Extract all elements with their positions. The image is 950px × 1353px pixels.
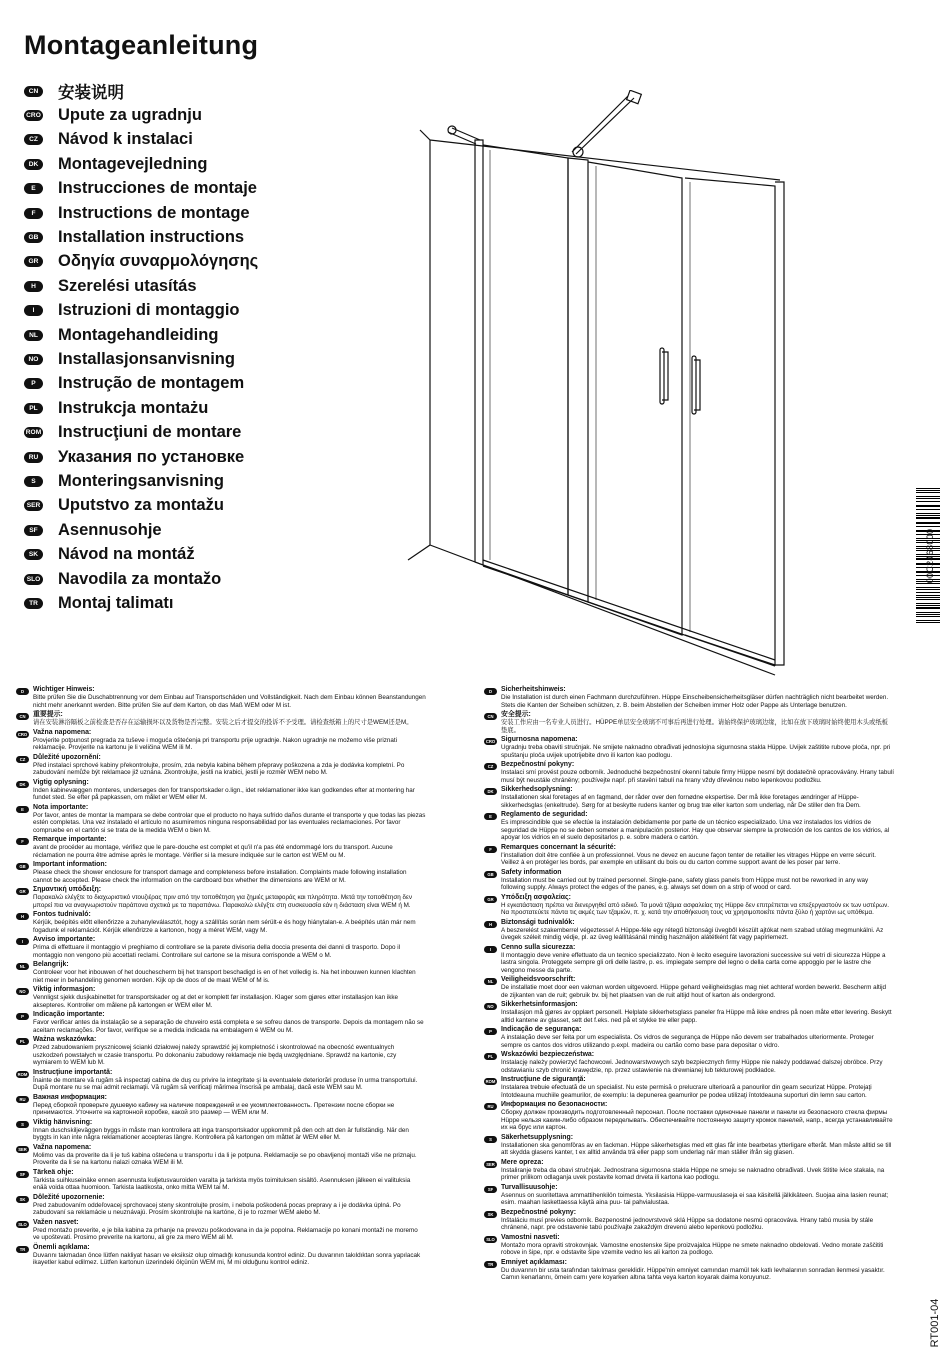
- language-list: [24, 79, 258, 616]
- note-language-badge: SER: [484, 1161, 497, 1168]
- notes-column-left: [16, 686, 426, 1269]
- note-item: [16, 1219, 426, 1242]
- note-heading: Önemli açıklama:: [33, 1243, 90, 1251]
- note-language-badge: F: [16, 838, 29, 845]
- note-language-badge: CRO: [17, 731, 28, 737]
- note-heading: 安全提示:: [501, 711, 531, 718]
- language-code-badge: RU: [24, 452, 43, 463]
- note-text: Instalarea trebuie efectuată de un specialist. Nu este permisă o prelucrare ulterioară a panourilor din geam securizat Hüppe. Protejaţi întotdeauna muchiile geamurilor, de exemplu: la depunerea geamurilor pe podea utilizaţi întotdeauna suporturi din lemn sau carton.: [501, 1084, 872, 1099]
- note-language-badge: E: [16, 806, 29, 813]
- language-item: [24, 250, 258, 274]
- note-item: [16, 686, 426, 709]
- note-language-badge: TR: [16, 1246, 29, 1253]
- note-language-badge: CZ: [484, 763, 497, 770]
- note-language-badge: CN: [16, 713, 29, 720]
- language-item: [24, 103, 258, 127]
- note-text: Παρακαλώ ελέγξτε το διαχωριστικό ντουζιέρας πριν από την τοποθέτηση για ζημιές μεταφοράς και πληρότητα. Μετά την τοποθέτηση δεν μπορεί πια να αναγνωριστούν παράπονα σχετικά με τα παραπάνω. Παρακαλώ ελέγξτε στη συσκευασία εάν η διάσταση είναι WEM ή M.: [33, 894, 413, 909]
- language-label: Montagevejledning: [58, 154, 208, 173]
- note-language-badge: CRO: [485, 739, 496, 744]
- note-language-badge: DK: [484, 788, 497, 795]
- language-item: [24, 299, 258, 323]
- language-item: [24, 542, 258, 566]
- note-language-badge: SK: [16, 1196, 29, 1203]
- note-heading: Važna napomena:: [33, 1143, 92, 1151]
- note-heading: Sigurnosna napomena:: [501, 736, 578, 743]
- note-item: [16, 911, 426, 934]
- note-language-badge: NO: [484, 1003, 497, 1010]
- note-item: [16, 779, 426, 802]
- language-label: Návod na montáž: [58, 545, 195, 564]
- note-language-badge: CN: [484, 713, 497, 720]
- note-language-badge: PL: [484, 1053, 497, 1060]
- note-language-badge: F: [484, 846, 497, 853]
- note-item: [484, 736, 894, 759]
- language-label: Monteringsanvisning: [58, 471, 224, 490]
- language-label: Οδηγία συναρμολόγησης: [58, 252, 259, 271]
- note-item: [484, 1184, 894, 1207]
- language-code-badge: ROM: [25, 429, 42, 437]
- note-heading: Avviso importante:: [33, 936, 96, 943]
- note-text: Du duvarının bir usta tarafından takılması gereklidir. Hüppe'nin emniyet camından mamül tek katlı levhalarının sonradan ilenmesi yasaktır. Camın kenarlarını, ömein camı yere koyarken altına tahta veya karton koyarak daima koruyunuz.: [501, 1266, 885, 1281]
- note-item: [484, 786, 894, 809]
- language-label: Montaj talimatı: [58, 593, 174, 612]
- note-text: 请在安装淋浴隔板之前检查是否存在运输损坏以及货物是否完整。安装之后才提交的投诉不予受理。请检查纸箱上的尺寸是WEM还是M。: [33, 719, 413, 726]
- note-text: Vennligst sjekk dusjkabinettet for transportskader og at det er komplett før installasjon. Klager som gjøres etter installasjon kan ikke aksepteres. Kontroller om målene på kartongen er WEM eller M.: [33, 994, 399, 1009]
- language-code-badge: CN: [24, 86, 43, 97]
- note-heading: Important information:: [33, 861, 107, 868]
- language-item: [24, 225, 258, 249]
- note-item: [16, 754, 426, 777]
- note-item: [484, 1134, 894, 1157]
- language-label: Instrucţiuni de montare: [58, 423, 242, 442]
- note-language-badge: GB: [484, 871, 497, 878]
- note-text: Es imprescindible que se efectúe la instalación debidamente por parte de un técnico especializado. Una vez instalados los vidrios de seguridad de Hüppe no se deben someter a manipulación posterior. Hay que observar siempre la protección de los cantos de los vidrios, al apoyar los vidrios en el suelo depositarlos p. e. sobre madera o cartón.: [501, 819, 890, 841]
- note-heading: Důležité upozornění:: [33, 753, 101, 761]
- note-item: [16, 836, 426, 859]
- note-heading: Σημαντική υπόδειξη:: [33, 886, 102, 893]
- note-text: Asennus on suoritettava ammattihenkilön toimesta. Yksilasisia Hüppe-varmuuslaseja ei saa käsitellä jälkikäteen. Suojaa aina lasien reunat; esim. maahan laskettaessa käytä aina puu- tai pahvialustaa.: [501, 1191, 889, 1206]
- note-text: Înainte de montare vă rugăm să inspectaţi cabina de duş cu privire la integritate şi la eventualele deteriorări produse în urma transportului. După montare nu se mai admit reclamaţii. Vă rugăm să verificaţi mărimea înscrisă pe ambalaj, dacă este WEM sau M.: [33, 1076, 418, 1091]
- language-code-badge: NL: [24, 330, 43, 341]
- note-item: [484, 1159, 894, 1182]
- note-language-badge: P: [16, 1013, 29, 1020]
- note-text: Ugradnju treba obaviti stručnjak. Ne smijete naknadno obrađivati jednoslojna sigurnosna stakla Hüppe. Uvijek zaštitite rubove ploča, npr. pri spuštanju ploča uvijek upotrijebite drvo ili karton kao podlogu.: [501, 744, 891, 759]
- barcode-number: 00C2468000: [925, 528, 935, 584]
- note-language-badge: SER: [16, 1146, 29, 1153]
- note-text: Сборку должен производить подготовленный персонал. После поставки одиночные панели и панели из безопасного стекла фирмы Hüppe нельзя каким-либо образом переделывать. Обеспечивайте постоянную защиту кромок панелей, напр., всегда устанавливайте их на брус или картон.: [501, 1109, 893, 1131]
- note-language-badge: GR: [484, 896, 497, 903]
- note-heading: Vamostni nasveti:: [501, 1233, 560, 1241]
- note-heading: Υπόδειξη ασφαλείας:: [501, 893, 571, 901]
- note-language-badge: RU: [484, 1103, 497, 1110]
- language-label: Uputstvo za montažu: [58, 496, 224, 515]
- note-item: [16, 1069, 426, 1092]
- note-language-badge: P: [484, 1028, 497, 1035]
- note-language-badge: S: [484, 1136, 497, 1143]
- language-code-badge: NO: [24, 354, 43, 365]
- language-code-badge: SK: [24, 549, 43, 560]
- note-text: Duvarını takmadan önce lütfen nakliyat hasarı ve eksiksiz olup olmadığı konusunda kontrol ediniz. Du duvarının takıldıktan sonra yapılacak ikayetler kabul edilmez. Lütfen kartonun üzerindeki ölçünün WEM mi, M mi olduğunu kontrol ediniz.: [33, 1251, 421, 1266]
- language-item: [24, 469, 258, 493]
- note-heading: Dôležité upozornenie:: [33, 1193, 105, 1201]
- note-item: [16, 936, 426, 959]
- note-text: A instalação deve ser feita por um especialista. Os vidros de segurança de Hüppe não devem ser trabalhados ulteriormente. Proteger sempre os cantos dos vidros utilizando p.expl. madeira ou cartão como base para depositar o vidro.: [501, 1034, 874, 1049]
- note-text: Installation must be carried out by trained personnel. Single-pane, safety glass panels from Hüppe must not be reworked in any way following supply. Always protect the edges of the panes, e.g. always set down on a strip of wood or card.: [501, 876, 869, 891]
- note-heading: Cenno sulla sicurezza:: [501, 943, 576, 951]
- note-item: [484, 919, 894, 942]
- note-heading: Sicherheitshinweis:: [501, 686, 566, 693]
- note-item: [484, 1259, 894, 1282]
- language-item: [24, 518, 258, 542]
- language-item: [24, 347, 258, 371]
- note-item: [484, 1101, 894, 1132]
- note-item: [16, 961, 426, 984]
- note-heading: Remarque importante:: [33, 836, 107, 843]
- note-heading: 重要提示:: [33, 711, 63, 718]
- language-code-badge: H: [24, 281, 43, 292]
- language-code-badge: PL: [24, 403, 43, 414]
- note-language-badge: SLO: [16, 1221, 29, 1228]
- note-item: [484, 1076, 894, 1099]
- note-heading: Важная информация:: [33, 1093, 107, 1101]
- note-item: [16, 861, 426, 884]
- note-language-badge: ROM: [17, 1071, 28, 1077]
- note-text: Bitte prüfen Sie die Duschabtrennung vor dem Einbau auf Transportschäden und Vollständigkeit. Nach dem Einbau können Beanstandungen nicht mehr anerkannt werden. Bitte prüfen Sie auf dem Karton, ob das Maß WEM oder M ist.: [33, 694, 426, 709]
- language-label: Navodila za montažo: [58, 569, 222, 588]
- note-heading: Indicação importante:: [33, 1011, 105, 1018]
- note-heading: Belangrijk:: [33, 961, 69, 968]
- note-heading: Reglamento de seguridad:: [501, 811, 588, 818]
- note-item: [484, 894, 894, 917]
- note-language-badge: TR: [484, 1261, 497, 1268]
- note-heading: Vigtig oplysning:: [33, 778, 89, 786]
- note-text: Prima di effettuare il montaggio vi preghiamo di controllare se la parete divisoria della doccia presenta dei danni di trasporto. Dopo il montaggio non vengono più accettati reclami. Controllare sul cartone se la misura corrisponde a WEM o M.: [33, 944, 401, 959]
- note-heading: Turvallisuusohje:: [501, 1183, 558, 1191]
- language-label: Instrukcja montażu: [58, 398, 209, 417]
- language-label: 安装说明: [58, 84, 124, 103]
- language-item: [24, 79, 258, 103]
- language-label: Installasjonsanvisning: [58, 349, 235, 368]
- language-code-badge: SF: [24, 525, 43, 536]
- note-heading: Fontos tudnivaló:: [33, 911, 91, 918]
- note-text: Installationen ska genomföras av en fackman. Hüppe säkerhetsglas med ett glas får inte bearbetas ytterligare efteråt. Man måste alltid se till att skydda glasens kanter, t ex alltid använda trä eller papp som underlag när man ställer ifrån sig glasen.: [501, 1141, 892, 1156]
- language-code-badge: F: [24, 208, 43, 219]
- note-heading: Viktig hänvisning:: [33, 1118, 93, 1126]
- note-language-badge: D: [484, 688, 497, 695]
- note-heading: Indicação de segurança:: [501, 1026, 582, 1033]
- language-code-badge: TR: [24, 598, 43, 609]
- note-item: [16, 1194, 426, 1217]
- note-item: [16, 804, 426, 835]
- note-language-badge: ROM: [485, 1079, 496, 1084]
- language-code-badge: SER: [24, 500, 43, 511]
- note-text: avant de procéder au montage, vérifiez que le pare-douche est complet et qu'il n'a pas été endommagé lors du transport. Aucune réclamation ne pourra être admise après le montage. Vérifier si la mesure indiquée sur le carton est WEM ou M.: [33, 844, 393, 859]
- note-text: Pred montažo preverite, e je bila kabina za prhanje na prevozu poškodovana in da je popolna. Reklamacije po konani montaži ne moremo ve upoštevati. Prosimo preverite na kartonu, ali gre za mero WEM ali M.: [33, 1226, 418, 1241]
- note-heading: Veiligheidsvoorschrift:: [501, 976, 576, 983]
- note-heading: Mere opreza:: [501, 1158, 544, 1166]
- note-item: [484, 761, 894, 784]
- note-language-badge: SF: [484, 1186, 497, 1193]
- note-language-badge: GR: [16, 888, 29, 895]
- note-language-badge: I: [484, 946, 497, 953]
- note-heading: Sikkerhedsoplysning:: [501, 786, 573, 793]
- language-label: Upute za ugradnju: [58, 106, 202, 125]
- language-code-badge: E: [24, 183, 43, 194]
- language-item: [24, 274, 258, 298]
- language-label: Návod k instalaci: [58, 130, 193, 149]
- note-heading: Instrucţiune importantă:: [33, 1068, 113, 1076]
- language-item: [24, 445, 258, 469]
- note-text: Před instalací sprchové kabiny překontrolujte, prosím, zda nebyla kabina během přepravy poškozena a zda je dodávka kompletní. Po zabudování nemůže být reklamace již uznána. Zkontrolujte, jestli na krabici, jestli je rozměr WEM nebo M.: [33, 761, 405, 776]
- language-label: Montagehandleiding: [58, 325, 219, 344]
- note-item: [16, 1169, 426, 1192]
- note-item: [16, 729, 426, 752]
- note-text: Die Installation ist durch einen Fachmann durchzuführen. Hüppe Einscheibensicherheitsgläser dürfen nachträglich nicht bearbeitet werden. Stets die Kanten der Scheiben schützen, z. B. beim Abstellen der Scheiben immer Holz oder Pappe als Unterlage benutzen.: [501, 694, 889, 709]
- note-text: De installatie moet door een vakman worden uitgevoerd. Hüppe gehard veiligheidsglas mag niet achteraf worden bewerkt. Bescherm altijd de zijkanten van de ruit; gebruik bv. bij het plaatsen van de ruit altijd hout of karton als ondergrond.: [501, 984, 887, 999]
- language-code-badge: P: [24, 378, 43, 389]
- language-label: Szerelési utasítás: [58, 276, 197, 295]
- note-item: [16, 986, 426, 1009]
- shower-door-drawing: [400, 90, 810, 680]
- note-item: [484, 686, 894, 709]
- note-text: Kérjük, beépítés előtt ellenőrizze a zuhanyleválasztót, hogy a szállítás során nem sérült-e és hogy hiánytalan-e. A beépítés után már nem fogadunk el reklamációt. Kérjük ellenőrizze a kartonon, hogy a méret WEM, vagy M.: [33, 919, 416, 934]
- note-language-badge: GB: [16, 863, 29, 870]
- note-heading: Nota importante:: [33, 803, 89, 811]
- note-language-badge: SF: [16, 1171, 29, 1178]
- language-label: Istruzioni di montaggio: [58, 301, 240, 320]
- note-heading: Biztonsági tudnivalók:: [501, 918, 575, 926]
- note-item: [484, 1234, 894, 1257]
- note-language-badge: E: [484, 813, 497, 820]
- note-language-badge: RU: [16, 1096, 29, 1103]
- language-label: Instrução de montagem: [58, 374, 245, 393]
- note-heading: Wichtiger Hinweis:: [33, 686, 95, 693]
- language-item: [24, 372, 258, 396]
- note-item: [484, 1209, 894, 1232]
- note-item: [16, 1011, 426, 1034]
- note-text: Installasjon må gjøres av opplært personell. Helplate sikkerhetsglass paneler fra Hüppe må ikke endres på noen måte etter levering. Beskytt alltid kantene av glasset, sett det f.eks. ned på et stykke tre eller papp.: [501, 1009, 892, 1024]
- note-text: Η εγκατάσταση πρέπει να διενεργηθεί από ειδικό. Τα μονά τζάμια ασφαλείας της Hüppe δεν επιτρέπεται να επεξεργαστούν εκ των υστέρων. Να προστατεύετε πάντα τις ακμές των τζαμιών, π. χ. κατά την αποθήκευση τους να χρησιμοποιείτε πάντα ξύλο ή χαρτόνι ως υπόθεμα.: [501, 901, 889, 916]
- note-item: [484, 869, 894, 892]
- note-text: Innan duschskiljeväggen byggs in måste man kontrollera att inga transportskador uppkommit på den och att den är fullständig. När den byggts in kan inte några reklamationer accepteras längre. Kontrollera på kartongen om måttet är WEM eller M.: [33, 1126, 409, 1141]
- note-item: [16, 1119, 426, 1142]
- note-text: Przed zabudowaniem prysznicowej ścianki działowej należy sprawdzić jej kompletność i skontrolować na obecność ewentualnych uszkodzeń powstałych w czasie transportu. Po dokonaniu zabudowy reklamacje nie będą uwzględniane. Sprawdź na kartonie, czy wymiarem to WEM lub M.: [33, 1044, 397, 1066]
- note-item: [16, 1094, 426, 1117]
- note-language-badge: DK: [16, 781, 29, 788]
- note-heading: Emniyet açıklaması:: [501, 1258, 567, 1266]
- note-text: l'installation doit être confiée à un professionnel. Vous ne devez en aucune façon tenter de retailler les vitrages Hüppe en verre sécurit. Veillez à en protéger les bords, par exemple en utilisant du bois ou du carton comme support avant de les poser par terre.: [501, 851, 877, 866]
- note-text: 安装工作应由一名专业人员进行。HÜPPE单层安全玻璃不可事后再进行处理。请始终保护玻璃边缘，比如在放下玻璃时始终使用木头或纸板垫底。: [501, 719, 888, 734]
- language-item: [24, 323, 258, 347]
- note-item: [484, 844, 894, 867]
- note-heading: Tärkeä ohje:: [33, 1168, 74, 1176]
- notes-column-right: [484, 686, 894, 1284]
- note-language-badge: NL: [484, 978, 497, 985]
- note-language-badge: H: [484, 921, 497, 928]
- language-code-badge: SLO: [24, 574, 43, 585]
- note-text: Por favor, antes de montar la mampara se debe controlar que el producto no haya sufrido daños durante el transporte y que todas las piezas estén completas. Una vez instalado el artículo no asumiremos ninguna responsabilidad por las eventuales reclamaciones. Por favor compruebe en el cartón si se trata de la medida WEM o bien M.: [33, 811, 426, 834]
- language-item: [24, 494, 258, 518]
- language-label: Asennusohje: [58, 520, 162, 539]
- note-heading: Viktig informasjon:: [33, 986, 96, 993]
- note-heading: Ważna wskazówka:: [33, 1036, 97, 1043]
- note-heading: Remarques concernant la sécurité:: [501, 843, 616, 851]
- note-heading: Bezpečnostní pokyny:: [501, 761, 575, 768]
- note-heading: Sikkerhetsinformasjon:: [501, 1001, 578, 1008]
- note-item: [16, 886, 426, 909]
- note-item: [484, 711, 894, 734]
- note-text: Instaliranje treba da obavi stručnjak. Jednostrana sigurnosna stakla Hüppe ne smeju se naknadno obrađivati. Uvek štitite ivice stakala, na primer prilikom odlaganja uvek postavite komad drveta ili kartona kao podlogu.: [501, 1166, 885, 1181]
- note-text: Inštaláciu musí previes odborník. Bezpenostné jednovrstvové sklá Hüppe sa dodatone nesmú opracováva. Hrany tabú musia by stále chránené, napr. pre odstavenie tabú používajte zakaždým drevenú alebo lepenkovú podložku.: [501, 1216, 874, 1231]
- note-text: A beszerelést szakemberrel végeztesse! A Hüppe-féle egy rétegű biztonsági üvegből készült ajtókat nem szabad utólag megmunkálni. Az üvegek széleit mindig védje, pl. az üveg leállításánál mindig használjon alátétként fát vagy papírlemezt.: [501, 926, 884, 941]
- note-language-badge: CZ: [16, 756, 29, 763]
- language-code-badge: CRO: [24, 110, 43, 121]
- note-heading: Bezpečnostné pokyny:: [501, 1208, 577, 1216]
- note-item: [16, 1244, 426, 1267]
- language-label: Указания по установке: [58, 447, 245, 466]
- note-text: Tarkista suihkuseinäke ennen asennusta kuljetusvauroiden varalta ja tarkista myös toimituksen sisältö. Asennuksen jälkeen ei valituksia enää voida ottaa huomioon. Tarkista laatikosta, onko mitta WEM tai M.: [33, 1176, 411, 1191]
- note-item: [484, 1026, 894, 1049]
- note-language-badge: D: [16, 688, 29, 695]
- language-code-badge: I: [24, 305, 43, 316]
- document-code: RT001-04: [929, 1298, 941, 1348]
- note-text: Inden kabinevæggen monteres, undersøges den for transportskader o.lign., idet reklamationer ikke kan godkendes efter at montering har fundet sted. Se efter på papkassen, om målet er WEM eller M.: [33, 786, 415, 801]
- note-text: Перед сборкой проверьте душевую кабину на наличие повреждений и ее укомплектованность. Претензии после сборки не принимаются. Уточните на картонной коробке, какой это размер — WEM или M.: [33, 1101, 395, 1116]
- note-heading: Wskazówki bezpieczeństwa:: [501, 1051, 595, 1058]
- language-code-badge: DK: [24, 159, 43, 170]
- note-text: Instalaci smí provést pouze odborník. Jednoduché bezpečnostní okenní tabule firmy Hüppe nesmí být dodatečně opracovávány. Hrany tabulí musí být neustále chráněny; používejte např. při stavění tabulí na hrany vždy dřevěnou nebo lepenkovou podložku.: [501, 769, 894, 784]
- note-text: Molimo vas da proverite da li je tuš kabina oštećena u transportu i da li je potpuna. Reklamacije se po obavljenoj montaži više ne priznaju. Proverite da li se na kartonu nalazi oznaka WEM ili M.: [33, 1151, 417, 1166]
- note-language-badge: SK: [484, 1211, 497, 1218]
- note-text: Installationen skal foretages af en fagmand, der råder over den fornødne ekspertise. Der må ikke foretages ændringer af Hüppe-sikkerhedsglas (enkeltrude). Sørg for at beskytte rudens kanter og brug træ eller karton som underlag, når De stiller den fra Dem.: [501, 794, 861, 809]
- note-heading: Информация по безопасности:: [501, 1101, 608, 1108]
- note-heading: Safety information: [501, 868, 562, 876]
- language-code-badge: GR: [24, 256, 43, 267]
- note-language-badge: SLO: [484, 1236, 497, 1243]
- language-code-badge: S: [24, 476, 43, 487]
- note-item: [16, 711, 426, 727]
- note-text: Montažo mora opraviti strokovnjak. Vamostne enostenske šipe proizvajalca Hüppe ne smete naknadno obdelovati. Vedno morate zaščititi robove in šipe, npr. e odstavite šipe vzemite vedno les ali karton za podlogo.: [501, 1241, 884, 1256]
- note-item: [16, 1144, 426, 1167]
- language-item: [24, 420, 258, 444]
- language-label: Instrucciones de montaje: [58, 179, 257, 198]
- language-item: [24, 591, 258, 615]
- note-item: [484, 1051, 894, 1074]
- note-text: Pred zabudovaním oddeľovacej sprchovacej steny skontrolujte prosím, i nebola poškodená pocas prepravy a i je dodávka úplná. Po zabudovaní sa reklamácie u neuznávajú. Prosím skontrolujte na kartóne, či je to rozmer WEM alebo M.: [33, 1201, 401, 1216]
- note-item: [16, 1036, 426, 1067]
- note-heading: Instrucţiune de siguranţă:: [501, 1076, 586, 1083]
- note-language-badge: I: [16, 938, 29, 945]
- note-heading: Säkerhetsupplysning:: [501, 1133, 573, 1141]
- language-label: Instructions de montage: [58, 203, 250, 222]
- note-language-badge: S: [16, 1121, 29, 1128]
- note-text: Favor verificar antes da instalação se a separação de chuveiro está completa e se sofreu danos de transporte. Depois da montagem não se aceitam reclamações. Por favor, verifique se a medida indicada na embalagem é WEM ou M.: [33, 1019, 424, 1034]
- language-code-badge: CZ: [24, 134, 43, 145]
- note-language-badge: PL: [16, 1038, 29, 1045]
- note-item: [484, 1001, 894, 1024]
- note-item: [484, 811, 894, 842]
- note-item: [484, 944, 894, 975]
- note-text: Controleer voor het inbouwen of het douchescherm bij het transport beschadigd is en of het volledig is. Na het inbouwen kunnen klachten niet meer in behandeling genomen worden. Kijk op de doos of de maat WEM of M is.: [33, 969, 416, 984]
- language-label: Installation instructions: [58, 228, 245, 247]
- note-language-badge: NO: [16, 988, 29, 995]
- note-language-badge: NL: [16, 963, 29, 970]
- language-item: [24, 567, 258, 591]
- language-item: [24, 152, 258, 176]
- note-text: Provjerite potpunost pregrada za tuševe i moguća oštećenja pri transportu prije ugradnje. Nakon ugradnje ne možemo više priznati reklamacije. Provjerite na kartonu je li veličina WEM ili M.: [33, 736, 398, 751]
- note-text: Il montaggio deve venire effettuato da un tecnico specializzato. Non è lecito eseguire lavorazioni successive sui vetri di sicurezza Hüppe a lastra singola. Proteggete sempre gli orli delle lastre, p. es. impiegate sempre del legno o della carta come appoggio per le lastre che vengono messe da parte.: [501, 951, 886, 974]
- language-item: [24, 396, 258, 420]
- note-language-badge: H: [16, 913, 29, 920]
- language-item: [24, 201, 258, 225]
- note-item: [484, 976, 894, 999]
- language-item: [24, 177, 258, 201]
- note-text: Instalację należy powierzyć fachowcowi. Jednowarstwowych szyb bezpiecznych firmy Hüppe nie należy poddawać dalszej obróbce. Przy odstawianiu szyb chronić krawędzie, np. przez ustawienie na drewnianej lub tekturowej podkładce.: [501, 1059, 883, 1074]
- note-heading: Važna napomena:: [33, 728, 92, 736]
- note-text: Please check the shower enclosure for transport damage and completeness before installation. Complaints made following installation cannot be accepted. Please check the information on the cardboard box whether the dimensions are WEM or M.: [33, 869, 407, 884]
- language-code-badge: GB: [24, 232, 43, 243]
- note-heading: Važen nasvet:: [33, 1218, 79, 1226]
- language-item: [24, 128, 258, 152]
- page-title: Montageanleitung: [24, 30, 259, 60]
